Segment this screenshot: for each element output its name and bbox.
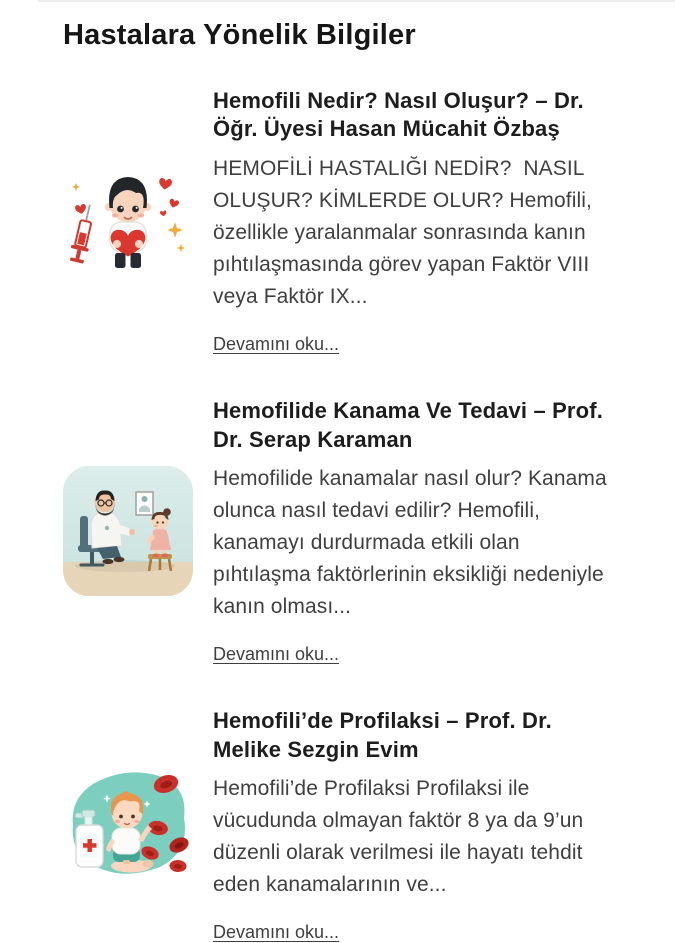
article-thumbnail[interactable] (55, 156, 200, 286)
article-excerpt: HEMOFİLİ HASTALIĞI NEDİR? NASIL OLUŞUR? KİMLERDE OLUR? Hemofili, özellikle yaralanmalar sonrasında kanın pıhtılaşmasında görev yapan Faktör VIII veya Faktör IX... (213, 156, 598, 308)
article-content (213, 707, 618, 943)
article-content (213, 397, 618, 665)
wall-picture-frame (136, 492, 153, 515)
article-list (55, 87, 620, 943)
cartoon-boy (105, 177, 151, 268)
article-content (213, 87, 618, 355)
read-more-link[interactable]: Devamını oku... (213, 333, 340, 354)
article-excerpt: Hemofilide kanamalar nasıl olur? Kanama olunca nasıl tedavi edilir? Hemofili, kanamayı durdurmada etkili olan pıhtılaşma faktörlerinin eksikliği nedeniyle kanın olması... (213, 467, 613, 619)
read-more-link[interactable]: Devamını oku... (213, 644, 340, 665)
article-thumbnail[interactable] (55, 466, 200, 596)
article-card (55, 87, 620, 355)
article-title[interactable]: Hemofilide Kanama Ve Tedavi – Prof. Dr. Serap Karaman (213, 397, 603, 452)
article-card (55, 707, 620, 943)
read-more-link[interactable]: Devamını oku... (213, 922, 340, 943)
article-card (55, 397, 620, 665)
article-excerpt: Hemofili’de Profilaksi Profilaksi ile vücudunda olmayan faktör 8 ya da 9’un düzenli olarak verilmesi ile hayatı tehdit eden kanamalarının ve... (213, 777, 590, 897)
boy-with-medicine-bottle-and-blood-cells-illustration-icon (63, 768, 193, 883)
article-title[interactable]: Hemofili Nedir? Nasıl Oluşur? – Dr. Öğr. Üyesi Hasan Mücahit Özbaş (213, 87, 584, 142)
article-title[interactable]: Hemofili’de Profilaksi – Prof. Dr. Melike Sezgin Evim (213, 708, 552, 762)
article-thumbnail[interactable] (55, 768, 200, 883)
page-title: Hastalara Yönelik Bilgiler (63, 19, 416, 51)
doctor-examining-child-illustration-icon (63, 466, 193, 596)
boy-holding-heart-with-syringe-illustration-icon (63, 156, 193, 286)
patient-info-page (0, 2, 620, 943)
